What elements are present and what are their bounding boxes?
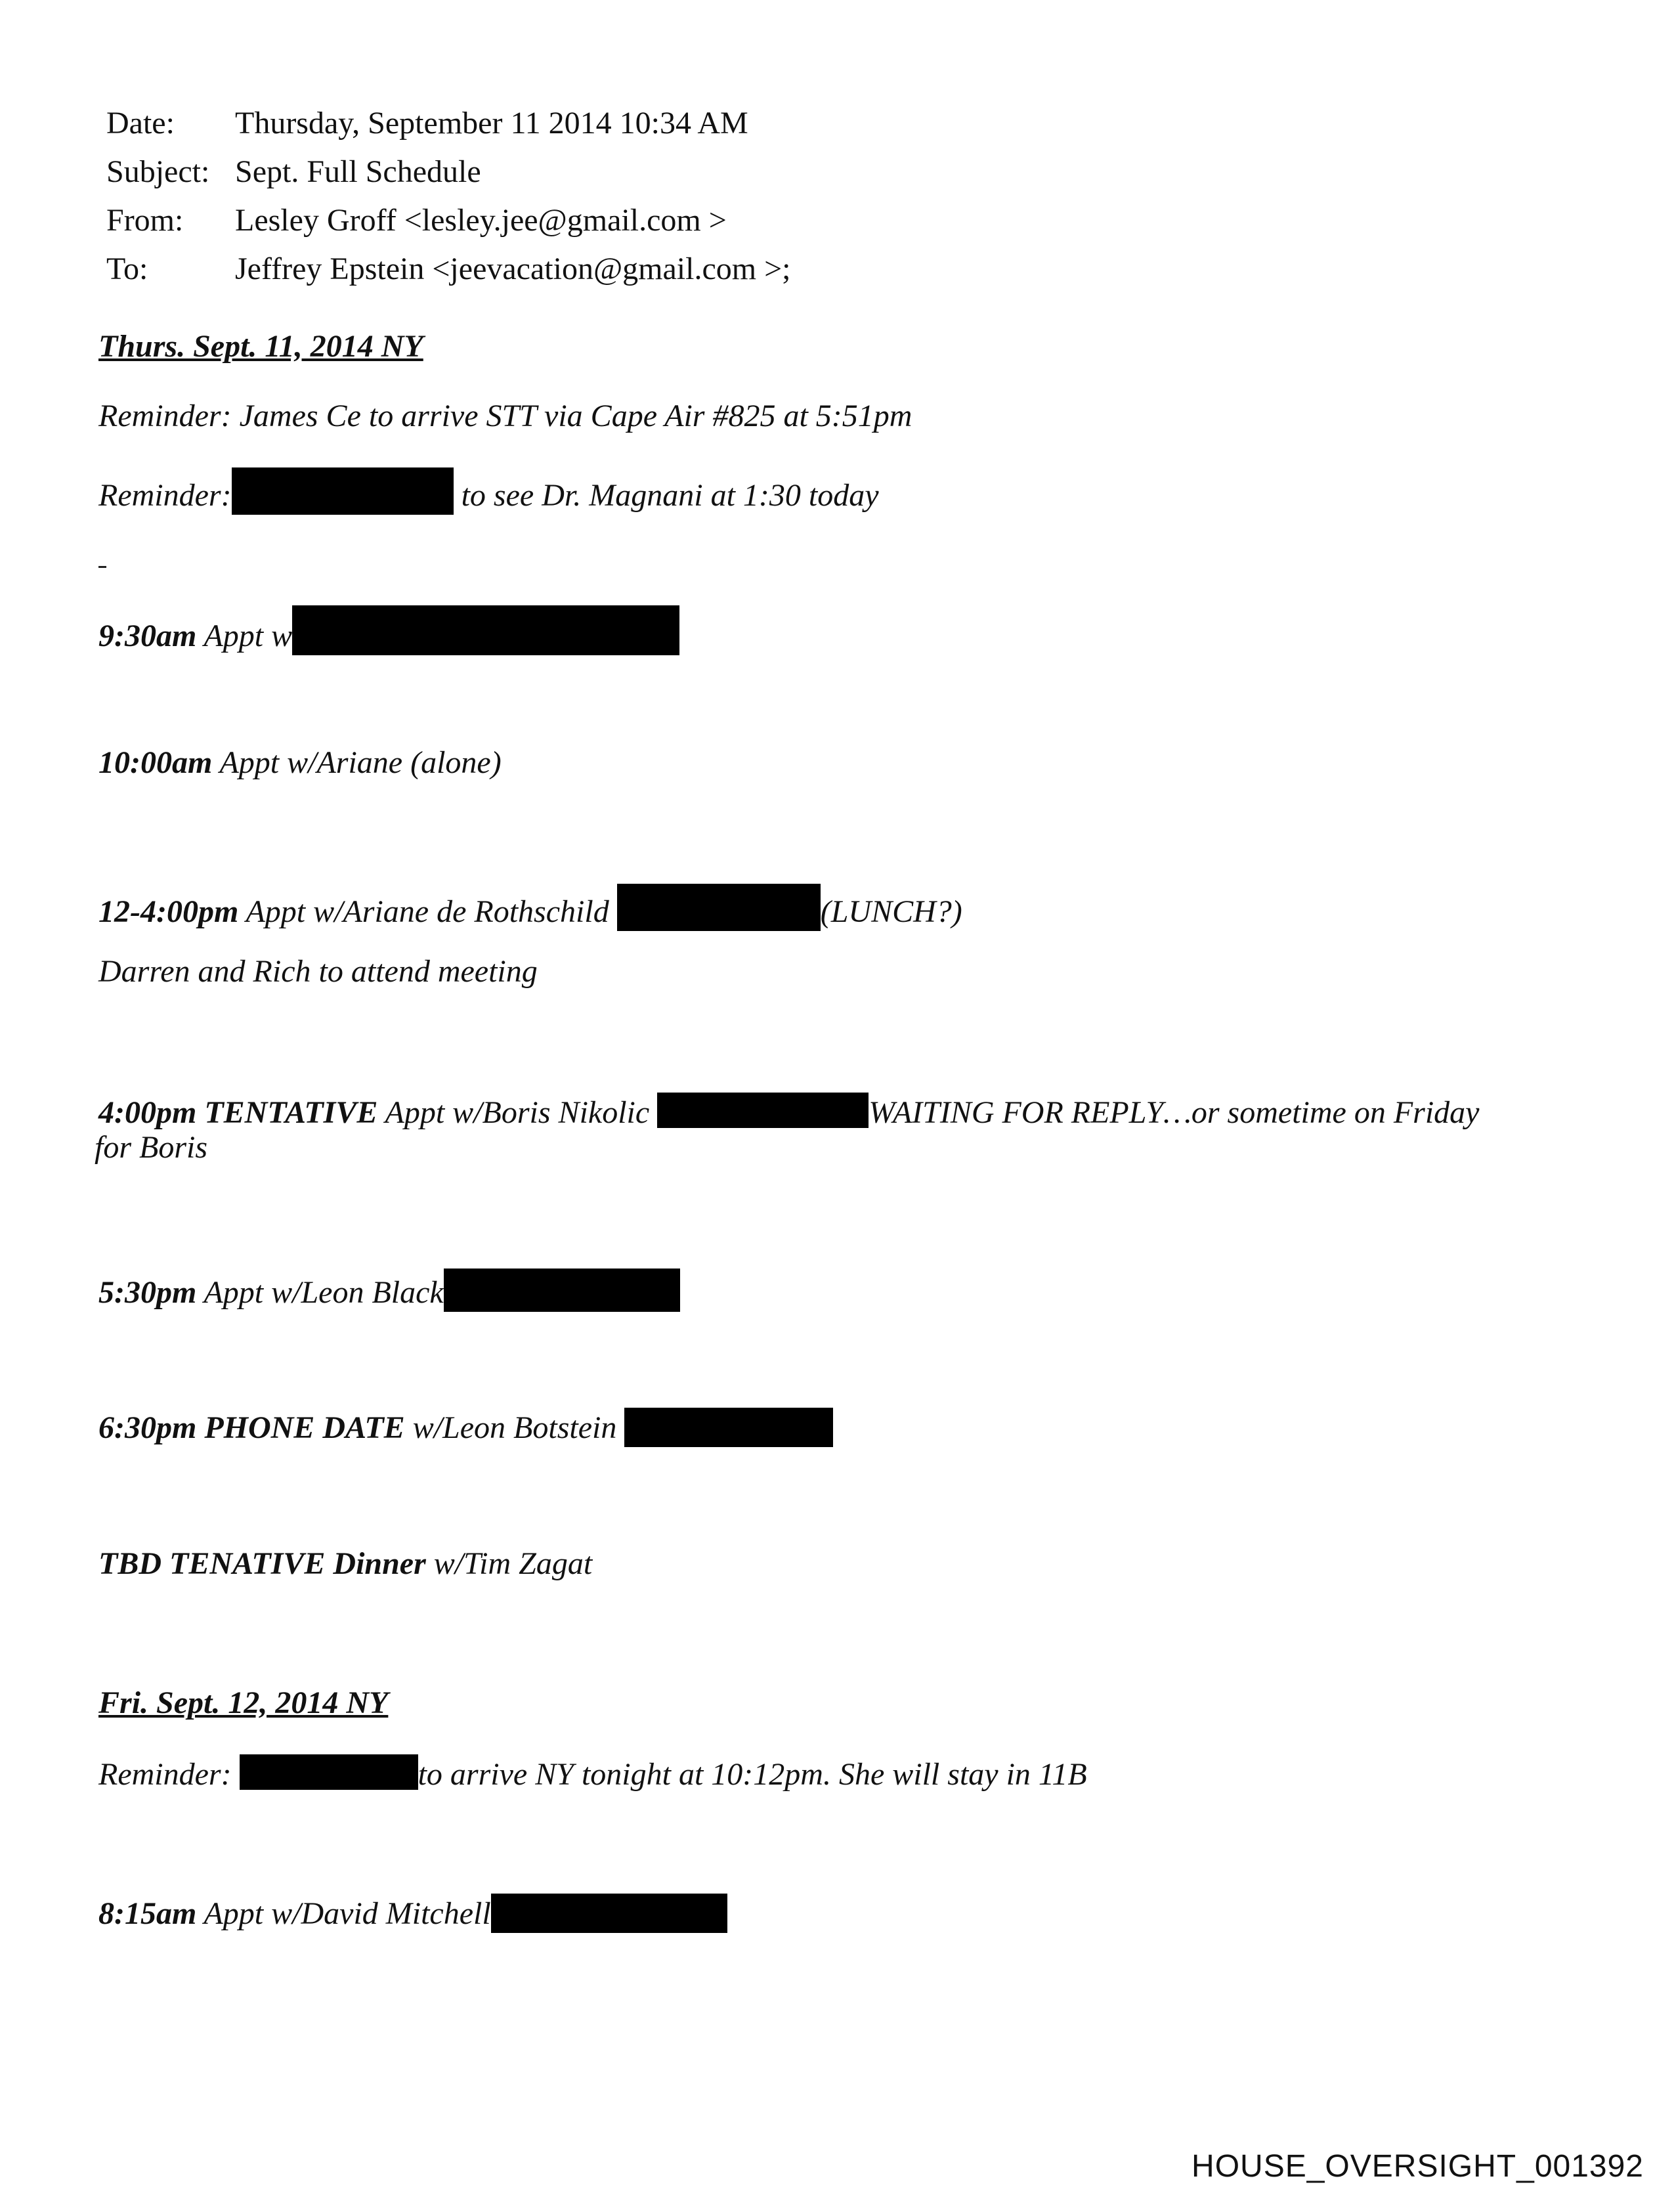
entry-time: 10:00am xyxy=(98,745,213,780)
redaction-block xyxy=(240,1754,418,1790)
entry-time: 8:15am xyxy=(98,1896,197,1931)
to-value: Jeffrey Epstein <jeevacation@gmail.com >; xyxy=(235,251,791,286)
dash-mark xyxy=(98,566,106,568)
redaction-block xyxy=(657,1093,869,1128)
day2-reminder-prefix: Reminder: xyxy=(98,1757,240,1792)
redaction-block xyxy=(624,1408,833,1447)
redaction-block xyxy=(617,884,821,931)
redaction-block xyxy=(292,605,679,655)
redaction-block xyxy=(491,1894,727,1933)
entry-time: 9:30am xyxy=(98,618,197,653)
entry-note: Darren and Rich to attend meeting xyxy=(98,954,538,989)
entry-1000 xyxy=(98,745,502,781)
entry-0400 xyxy=(98,1093,1479,1131)
entry-0815 xyxy=(98,1894,727,1933)
entry-after: WAITING FOR REPLY…or sometime on Friday xyxy=(869,1095,1480,1130)
header-date xyxy=(106,104,748,143)
from-value: Lesley Groff <lesley.jee@gmail.com > xyxy=(235,203,727,238)
entry-time: 12-4:00pm xyxy=(98,894,239,929)
reminder-2-prefix: Reminder: xyxy=(98,478,232,513)
day1-heading-text: Thurs. Sept. 11, 2014 NY xyxy=(98,329,423,364)
bates-number: HOUSE_OVERSIGHT_001392 xyxy=(1191,2149,1644,2184)
subject-label: Subject: xyxy=(106,154,210,189)
entry-text: w/Tim Zagat xyxy=(425,1546,593,1581)
entry-0630 xyxy=(98,1408,833,1447)
header-to xyxy=(106,249,791,289)
day1-reminder-1: Reminder: James Ce to arrive STT via Cape Air #825 at 5:51pm xyxy=(98,399,912,433)
entry-time: TBD TENATIVE Dinner xyxy=(98,1546,426,1581)
day1-heading xyxy=(98,328,423,365)
day1-reminder-2 xyxy=(98,467,879,515)
from-label: From: xyxy=(106,203,184,238)
entry-text: Appt w xyxy=(196,618,293,653)
entry-text: Appt w/Boris Nikolic xyxy=(377,1095,658,1130)
day2-heading-text: Fri. Sept. 12, 2014 NY xyxy=(98,1685,389,1720)
entry-text: Appt w/Leon Black xyxy=(196,1275,444,1310)
day2-heading xyxy=(98,1685,388,1722)
day2-reminder-suffix: to arrive NY tonight at 10:12pm. She will stay in 11B xyxy=(418,1757,1087,1792)
entry-12-4 xyxy=(98,884,962,931)
entry-0400-continued: for Boris xyxy=(95,1130,208,1165)
entry-time: 4:00pm TENTATIVE xyxy=(98,1095,378,1130)
reminder-2-suffix: to see Dr. Magnani at 1:30 today xyxy=(453,478,879,513)
entry-0930 xyxy=(98,605,679,655)
entry-tbd xyxy=(98,1546,592,1582)
subject-value: Sept. Full Schedule xyxy=(235,154,481,189)
entry-text: Appt w/David Mitchell xyxy=(196,1896,491,1931)
day2-reminder xyxy=(98,1754,1087,1793)
date-label: Date: xyxy=(106,106,175,141)
header-from xyxy=(106,201,727,240)
entry-0530 xyxy=(98,1269,680,1312)
entry-after: (LUNCH?) xyxy=(820,894,962,929)
entry-text: Appt w/Ariane de Rothschild xyxy=(238,894,617,929)
entry-text: Appt w/Ariane (alone) xyxy=(212,745,502,780)
redaction-block xyxy=(232,467,454,515)
date-value: Thursday, September 11 2014 10:34 AM xyxy=(235,106,748,141)
entry-time: 5:30pm xyxy=(98,1275,197,1310)
entry-time: 6:30pm PHONE DATE xyxy=(98,1410,405,1445)
redaction-block xyxy=(444,1269,680,1312)
entry-text: w/Leon Botstein xyxy=(404,1410,625,1445)
header-subject xyxy=(106,152,481,192)
to-label: To: xyxy=(106,251,148,286)
